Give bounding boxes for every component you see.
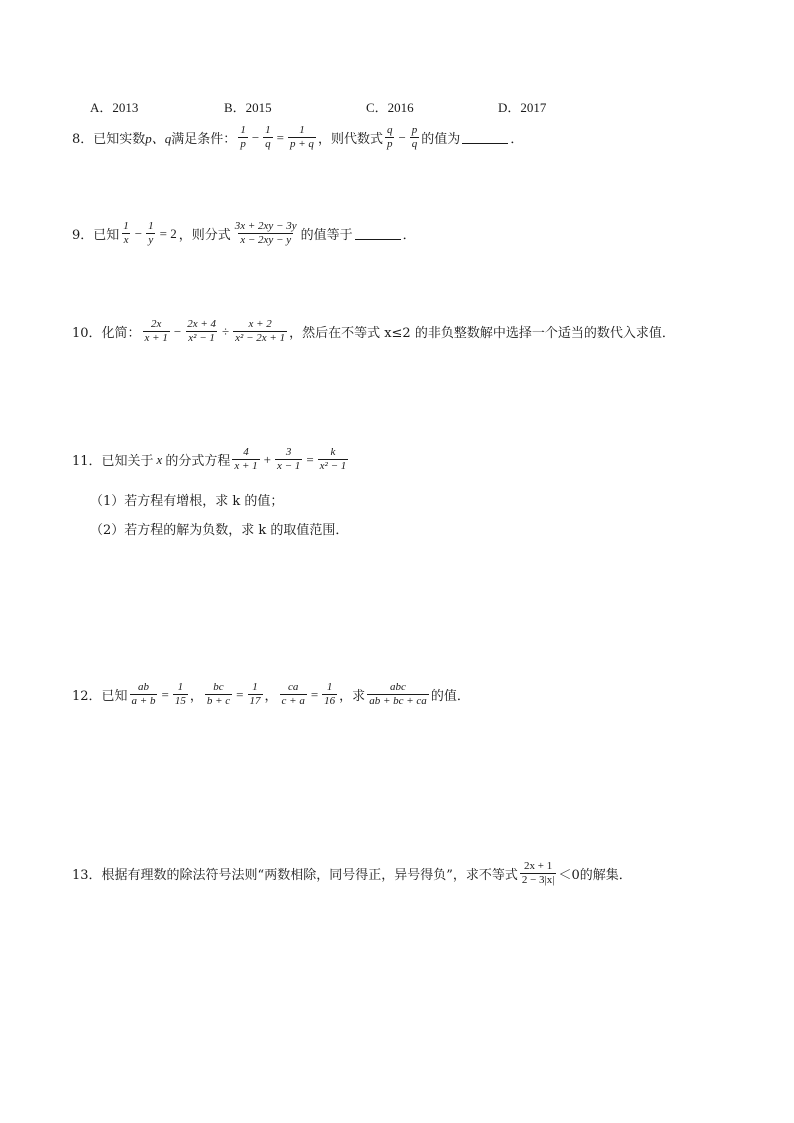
fraction: $\frac{k}{\text{x² − 1}}$ <box>319 446 347 472</box>
fraction: $\frac{1}{y}$ <box>148 220 154 246</box>
fraction: $\frac{1}{16}$ <box>324 681 336 707</box>
fraction: $\frac{p}{q}$ <box>411 124 418 150</box>
fraction: $\frac{1}{17}$ <box>249 681 261 707</box>
fraction: $\frac{3}{x - 1}$ <box>277 446 301 472</box>
fraction: $\frac{\text{abc}}{ab + bc + ca}$ <box>369 681 427 707</box>
option-d: D．2017 <box>498 100 547 115</box>
fraction: $\frac{2x + 1}{2 - 3|x|}$ <box>521 860 555 886</box>
question-9: 9．已知 $\frac{1}{x}$ − $\frac{1}{y}$ = 2 ，则分式 $\frac{3x + 2xy - 3y}{x - 2xy - y}$ 的值等于 ． <box>72 220 416 246</box>
fraction: $\frac{bc}{b + c}$ <box>206 681 231 707</box>
option-c: C．2016 <box>366 100 414 115</box>
question-11: 11．已知关于 x 的分式方程 $\frac{4}{x + 1}$ + $\frac{3}{x - 1}$ = $\frac{k}{\text{x² − 1}}$ <box>72 446 347 472</box>
question-12: 12．已知 $\frac{ab}{a + b}$ = $\frac{1}{15}$ ， $\frac{bc}{b + c}$ = $\frac{1}{17}$ ， $\frac{ca}{c + a}$ = $\frac{1}{16}$ ，求 $\frac{\text{abc}}{ab + bc + ca}$ 的值． <box>72 681 470 707</box>
fraction: $\frac{2x}{x + 1}$ <box>144 318 168 344</box>
fraction: $\frac{1}{p}$ <box>240 124 246 150</box>
question-11-part-2: （2）若方程的解为负数，求 k 的取值范围． <box>90 523 349 538</box>
fraction: $\frac{ca}{c + a}$ <box>281 681 305 707</box>
question-11-part-1: （1）若方程有增根，求 k 的值； <box>90 494 284 509</box>
fraction: $\frac{x + 2}{\text{x² − 2x + 1}}$ <box>235 318 286 344</box>
fraction: $\frac{ab}{a + b}$ <box>131 681 156 707</box>
fraction: $\frac{1}{15}$ <box>174 681 186 707</box>
fraction: $\frac{3x + 2xy - 3y}{x - 2xy - y}$ <box>234 220 297 246</box>
fraction: $\frac{1}{x}$ <box>123 220 129 246</box>
question-13: 13．根据有理数的除法符号法则“两数相除，同号得正，异号得负”，求不等式 $\frac{2x + 1}{2 - 3|x|}$ ＜0的解集． <box>72 860 632 886</box>
fraction: $\frac{1}{p + q}$ <box>290 124 314 150</box>
fraction: $\frac{q}{p}$ <box>386 124 393 150</box>
option-b: B．2015 <box>224 100 272 115</box>
fraction: $\frac{4}{x + 1}$ <box>234 446 258 472</box>
fraction: $\frac{1}{q}$ <box>265 124 271 150</box>
fraction: $\frac{2x + 4}{\text{x² − 1}}$ <box>187 318 217 344</box>
answer-blank[interactable] <box>462 131 508 144</box>
question-10: 10．化简： $\frac{2x}{x + 1}$ − $\frac{2x + 4}{\text{x² − 1}}$ ÷ $\frac{x + 2}{\text{x² − 2x + 1}}$ ，然后在不等式 x≤2 的非负整数解中选择一个适当的数代入求值． <box>72 318 675 344</box>
option-a: A．2013 <box>90 100 139 115</box>
question-8: 8．已知实数 p、q 满足条件： $\frac{1}{p}$ − $\frac{1}{q}$ = $\frac{1}{p + q}$ ，则代数式 $\frac{q}{p}$ − $\frac{p}{q}$ 的值为 ． <box>72 124 524 150</box>
answer-blank[interactable] <box>355 227 401 240</box>
